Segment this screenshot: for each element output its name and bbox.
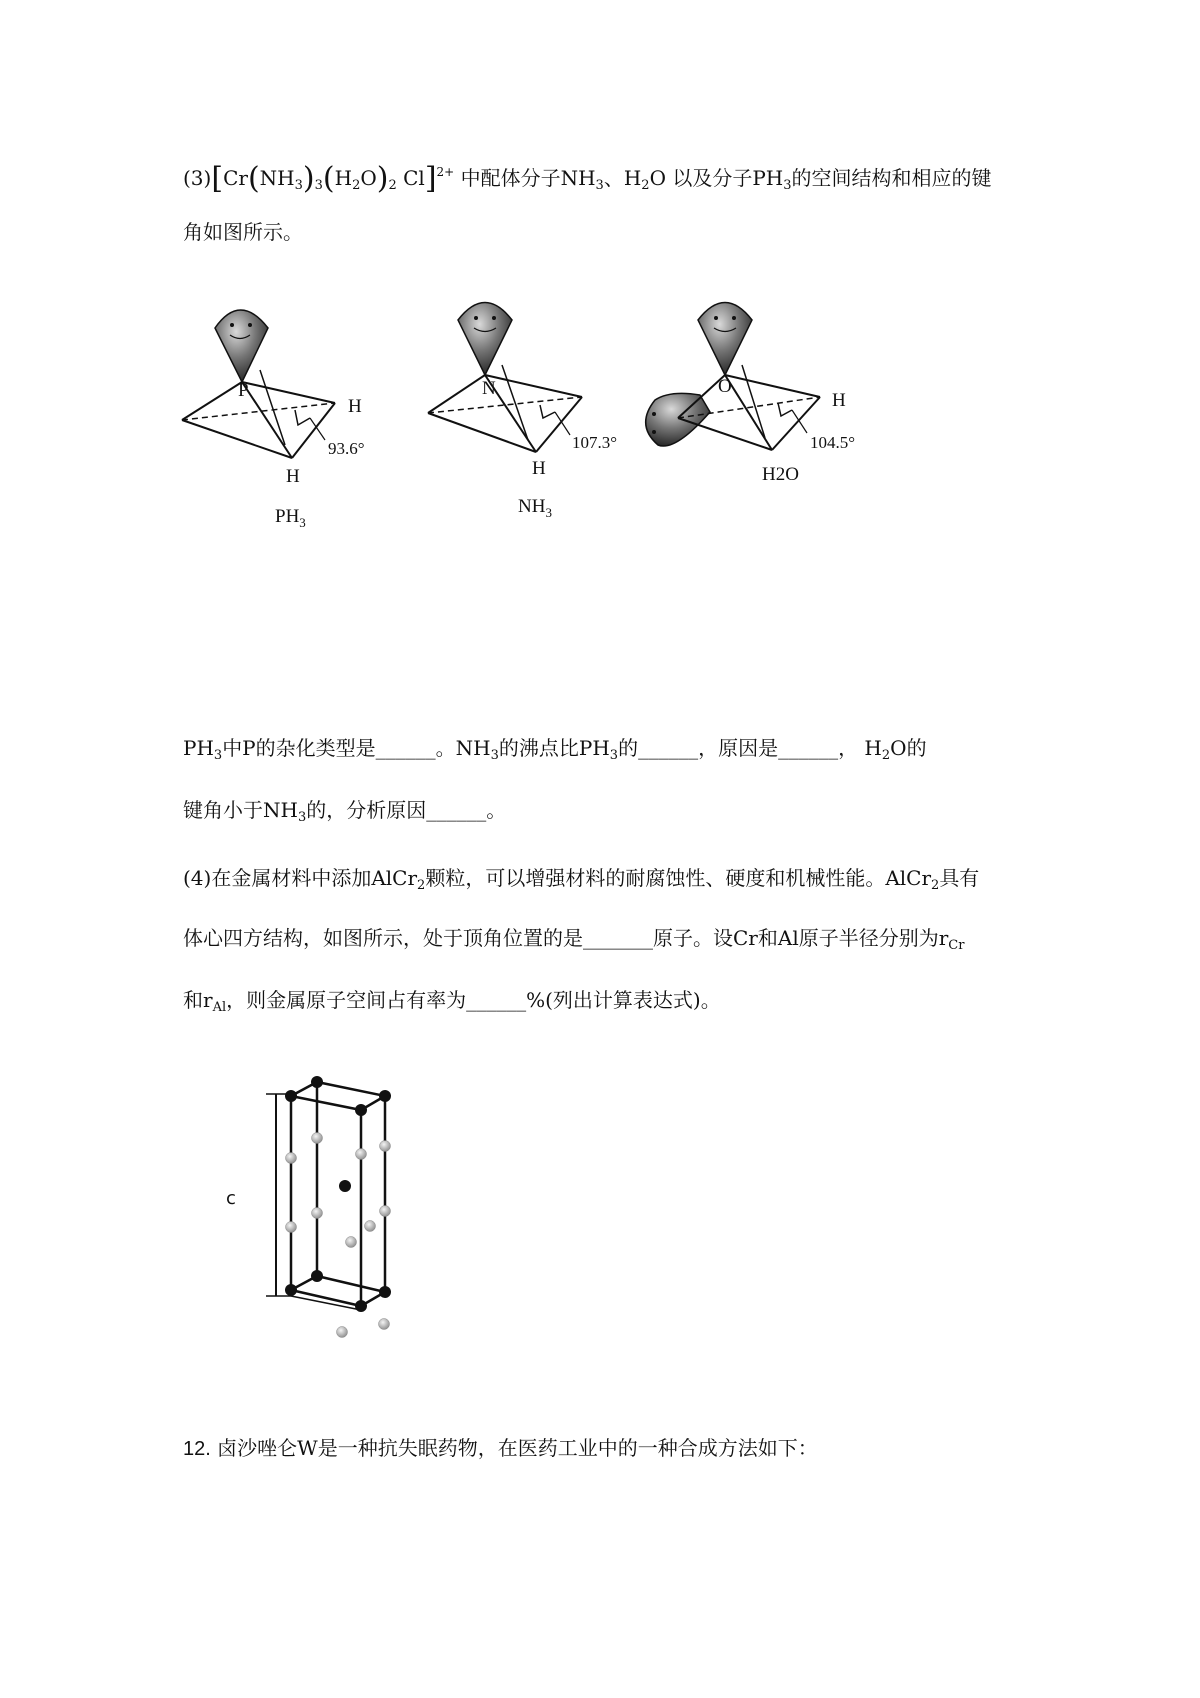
corner-atom: [379, 1286, 391, 1298]
edge-atom: [312, 1208, 323, 1219]
q12-text: 卤沙唑仑W是一种抗失眠药物，在医药工业中的一种合成方法如下：: [217, 1436, 818, 1460]
ph3-center-label: P: [238, 380, 249, 401]
edge-atom: [380, 1206, 391, 1217]
q3-text-2: 以及分子: [672, 166, 753, 190]
q3-tail-line-2: 键角小于$NH_3$的，分析原因______。: [183, 798, 507, 825]
edge-atom: [346, 1237, 357, 1248]
edge-atom: [286, 1222, 297, 1233]
ph3-h-bottom: H: [286, 466, 300, 487]
edge-atom: [337, 1327, 348, 1338]
edge-atom: [312, 1133, 323, 1144]
h2o-lone-pair-lobe-top: [698, 303, 752, 376]
corner-atom: [311, 1076, 323, 1088]
q12-number: 12.: [183, 1438, 211, 1460]
h2o-h-right: H: [832, 390, 846, 411]
corner-atom: [285, 1090, 297, 1102]
q3-number: (3): [183, 166, 212, 190]
q3-text-3: 的空间结构和相应的键: [791, 166, 992, 190]
q4-line-3: 和$r_{Al}$，则金属原子空间占有率为______%(列出计算表达式)。: [183, 988, 721, 1015]
unit-cell-figure: [220, 1070, 420, 1350]
h2o-angle: 104.5°: [810, 433, 856, 452]
ph3-molecule: [182, 310, 365, 530]
h2o-center-label: O: [718, 376, 732, 397]
ph3-h-right: H: [348, 396, 362, 417]
q3-text-1: 中配体分子: [460, 166, 561, 190]
q4-line-2: 体心四方结构，如图所示，处于顶角位置的是_______原子。设Cr和Al原子半径分别为$r_{Cr}$: [183, 926, 965, 953]
q3-line-2: 角如图所示。: [183, 220, 303, 244]
q12-line: [183, 1434, 818, 1463]
nh3-lone-pair-lobe: [458, 303, 512, 376]
nh3-h-bottom: H: [532, 458, 546, 479]
edge-atom: [286, 1153, 297, 1164]
blank-packing-fraction[interactable]: ______: [466, 988, 527, 1012]
corner-atom: [379, 1090, 391, 1102]
edge-atoms: [286, 1133, 391, 1338]
nh3-molecule: [428, 303, 617, 521]
cell-frame: [266, 1082, 385, 1310]
q3-tail-line-1: $PH_3$中P的杂化类型是______。$NH_3$的沸点比$PH_3$的______，原因是______， $H_2O$的: [183, 736, 927, 763]
h2o-name: H2O: [762, 464, 799, 485]
q3-line-1: $(3)[Cr(NH_3)_3(H_2O)_2$ Cl]$^{2+}$ 中配体分子$NH_3$、$H_2O$ 以及分子$PH_3$的空间结构和相应的键: [183, 161, 992, 196]
ph3-name: $PH_3$: [275, 506, 306, 530]
corner-atom: [355, 1104, 367, 1116]
corner-atoms: [285, 1076, 391, 1312]
h2o-lone-pair-lobe-left: [646, 393, 710, 446]
corner-atom: [285, 1284, 297, 1296]
edge-atom: [379, 1319, 390, 1330]
q4-line-1: (4)在金属材料中添加AlCr$_2$颗粒，可以增强材料的耐腐蚀性、硬度和机械性能。AlCr$_2$具有: [183, 866, 980, 893]
nh3-name: $NH_3$: [518, 496, 552, 520]
q4-number: (4): [183, 866, 212, 890]
blank-hybridization[interactable]: ______: [375, 736, 436, 760]
blank-corner-atom[interactable]: _______: [583, 926, 653, 950]
edge-atom: [380, 1141, 391, 1152]
nh3-angle: 107.3°: [572, 433, 618, 452]
ph3-angle: 93.6°: [328, 439, 365, 458]
blank-reason[interactable]: ______: [778, 736, 839, 760]
corner-atom: [355, 1300, 367, 1312]
blank-angle-reason[interactable]: ______: [426, 798, 487, 822]
body-center-atom: [339, 1180, 351, 1192]
nh3-center-label: N: [482, 378, 496, 399]
blank-boiling-point[interactable]: ______: [638, 736, 699, 760]
edge-atom: [356, 1149, 367, 1160]
h2o-molecule: [646, 303, 855, 486]
molecule-figure: [180, 300, 940, 590]
cell-axis-label: c: [226, 1188, 236, 1209]
corner-atom: [311, 1270, 323, 1282]
edge-atom: [365, 1221, 376, 1232]
